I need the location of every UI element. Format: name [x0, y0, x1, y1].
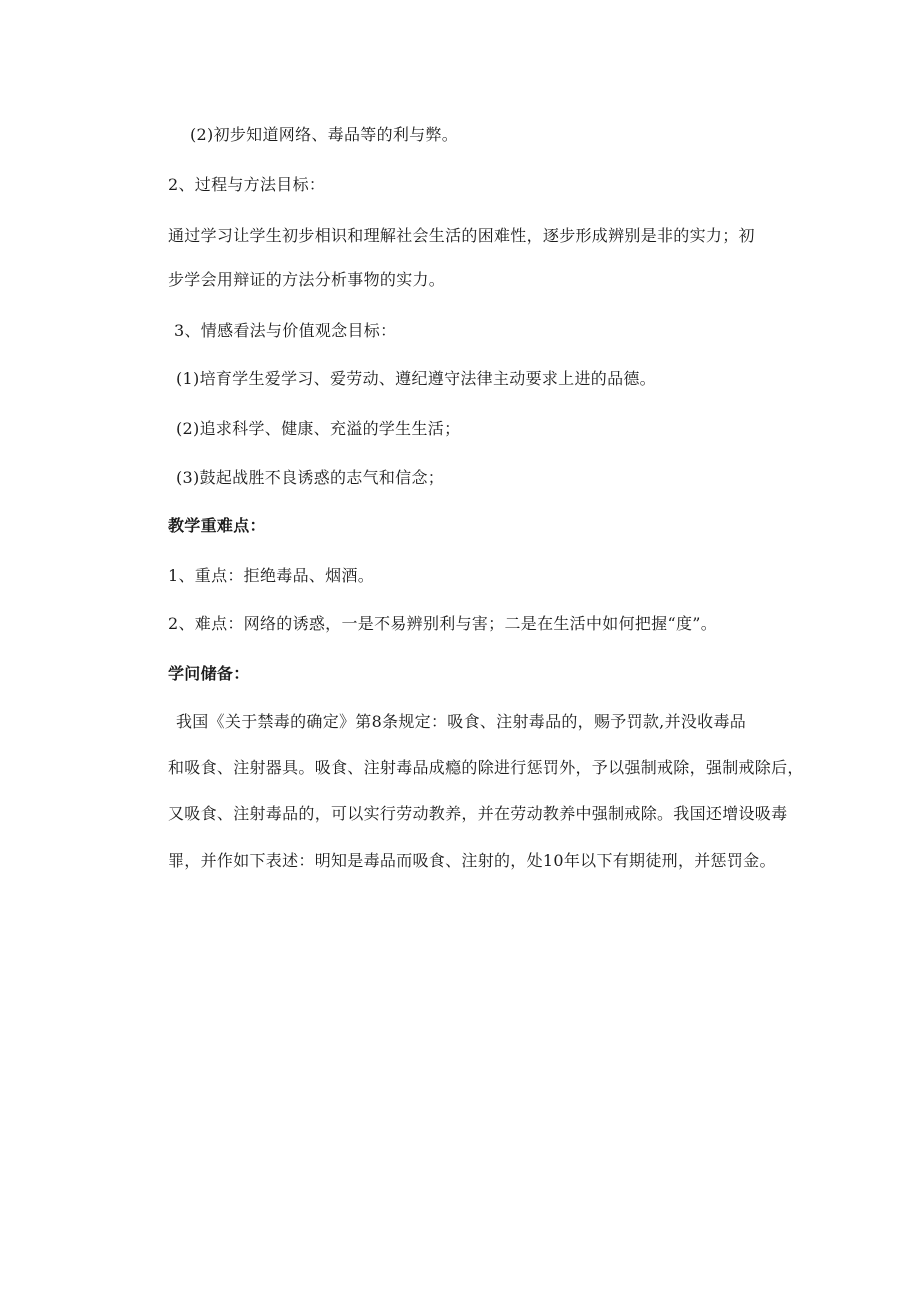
knowledge-reserve-line-3: 又吸食、注射毒品的，可以实行劳动教养，并在劳动教养中强制戒除。我国还增设吸毒 [168, 804, 788, 823]
knowledge-reserve-heading: 学问储备： [168, 664, 250, 683]
emotion-item-1: (1)培育学生爱学习、爱劳动、遵纪遵守法律主动要求上进的品德。 [176, 369, 656, 388]
difficult-point: 2、难点：网络的诱惑，一是不易辨别利与害；二是在生活中如何把握“度”。 [168, 614, 718, 633]
emotion-heading: 3、情感看法与价值观念目标： [174, 321, 397, 340]
process-method-heading: 2、过程与方法目标： [168, 175, 326, 194]
key-point: 1、重点：拒绝毒品、烟酒。 [168, 566, 375, 585]
key-difficult-heading: 教学重难点： [168, 516, 266, 535]
emotion-item-3: (3)鼓起战胜不良诱惑的志气和信念； [176, 468, 445, 487]
emotion-item-2: (2)追求科学、健康、充溢的学生生活； [176, 419, 461, 438]
knowledge-goal-item-2: (2)初步知道网络、毒品等的利与弊。 [190, 125, 459, 144]
knowledge-reserve-line-1: 我国《关于禁毒的确定》第8条规定：吸食、注射毒品的，赐予罚款,并没收毒品 [176, 712, 747, 731]
knowledge-reserve-line-4: 罪，并作如下表述：明知是毒品而吸食、注射的，处10年以下有期徒刑，并惩罚金。 [168, 851, 776, 870]
process-method-text-line-2: 步学会用辩证的方法分析事物的实力。 [168, 270, 446, 289]
process-method-text-line-1: 通过学习让学生初步相识和理解社会生活的困难性，逐步形成辨别是非的实力；初 [168, 226, 755, 245]
knowledge-reserve-line-2: 和吸食、注射器具。吸食、注射毒品成瘾的除进行惩罚外，予以强制戒除，强制戒除后， [168, 758, 804, 777]
